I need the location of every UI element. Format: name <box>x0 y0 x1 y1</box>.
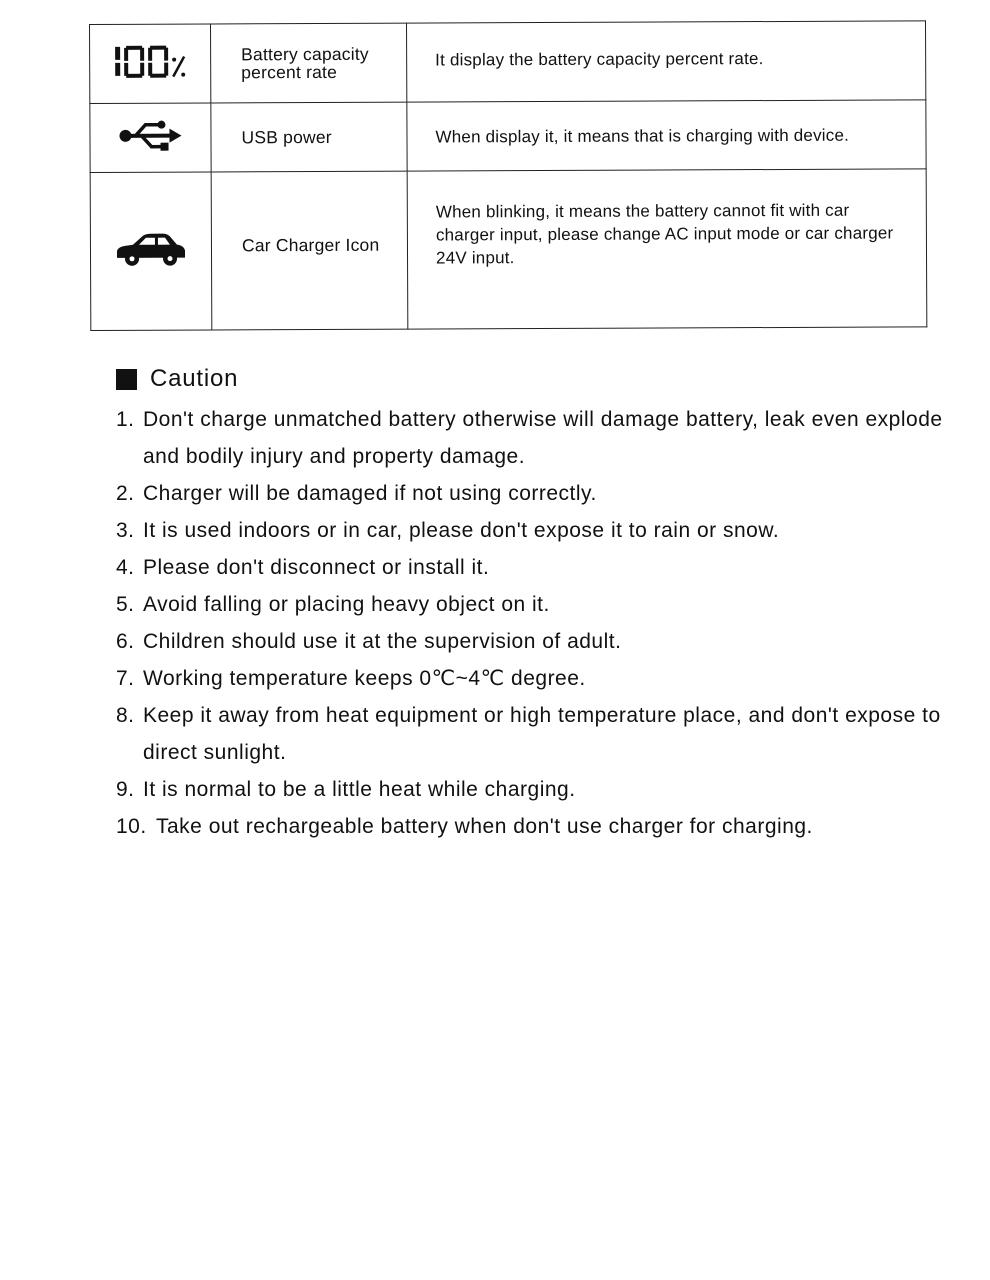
icon-description: When blinking, it means the battery cannot fit with car charger input, please change AC input mode or car charger 24V input. <box>407 169 927 329</box>
item-text: Please don't disconnect or install it. <box>143 556 490 579</box>
caution-heading <box>116 362 966 396</box>
lcd-100-percent-icon <box>90 24 211 104</box>
list-item <box>116 623 966 660</box>
item-number: 7. <box>116 667 135 690</box>
item-text: Take out rechargeable battery when don't use charger for charging. <box>156 815 813 838</box>
item-number: 9. <box>116 778 135 801</box>
item-number: 5. <box>116 593 135 616</box>
item-number: 3. <box>116 519 135 542</box>
item-text: Charger will be damaged if not using correctly. <box>143 482 597 505</box>
caution-section <box>116 362 966 845</box>
icon-name-line: Car Charger Icon <box>241 234 380 255</box>
item-text: It is normal to be a little heat while charging. <box>143 778 576 801</box>
icon-description: It display the battery capacity percent rate. <box>406 21 925 102</box>
item-text: It is used indoors or in car, please don't expose it to rain or snow. <box>143 519 780 542</box>
list-item <box>116 697 966 771</box>
list-item <box>116 401 966 475</box>
icon-description: When display it, it means that is charging with device. <box>407 100 926 171</box>
list-item <box>116 660 966 697</box>
list-item <box>116 586 966 623</box>
icon-name-line: percent rate <box>241 61 338 83</box>
black-square-bullet-icon <box>116 369 137 390</box>
table-row <box>90 21 926 104</box>
usb-icon <box>90 103 211 173</box>
car-icon <box>90 172 212 331</box>
icon-name-cell <box>211 23 407 103</box>
item-text: Children should use it at the supervision of adult. <box>143 630 622 653</box>
item-text: Keep it away from heat equipment or high temperature place, and don't expose to direct sunlight. <box>143 704 941 764</box>
icon-name-cell <box>211 171 408 330</box>
table-row <box>90 100 926 173</box>
list-item <box>116 549 966 586</box>
item-number: 10. <box>116 815 147 838</box>
item-number: 8. <box>116 704 135 727</box>
item-number: 6. <box>116 630 135 653</box>
icon-reference-table <box>89 20 927 331</box>
item-text: Don't charge unmatched battery otherwise will damage battery, leak even explode and bodily injury and property damage. <box>143 408 943 468</box>
item-number: 2. <box>116 482 135 505</box>
icon-name-line: USB power <box>241 126 332 148</box>
list-item <box>116 771 966 808</box>
table-row <box>90 169 927 331</box>
list-item <box>116 475 966 512</box>
caution-list <box>116 401 966 845</box>
list-item <box>116 808 966 845</box>
list-item <box>116 512 966 549</box>
icon-name-line: Battery capacity <box>241 43 369 65</box>
item-number: 4. <box>116 556 135 579</box>
item-number: 1. <box>116 408 135 431</box>
icon-name-cell <box>211 102 407 172</box>
caution-title: Caution <box>150 365 239 392</box>
item-text: Working temperature keeps 0℃~4℃ degree. <box>143 667 586 690</box>
item-text: Avoid falling or placing heavy object on it. <box>143 593 550 616</box>
